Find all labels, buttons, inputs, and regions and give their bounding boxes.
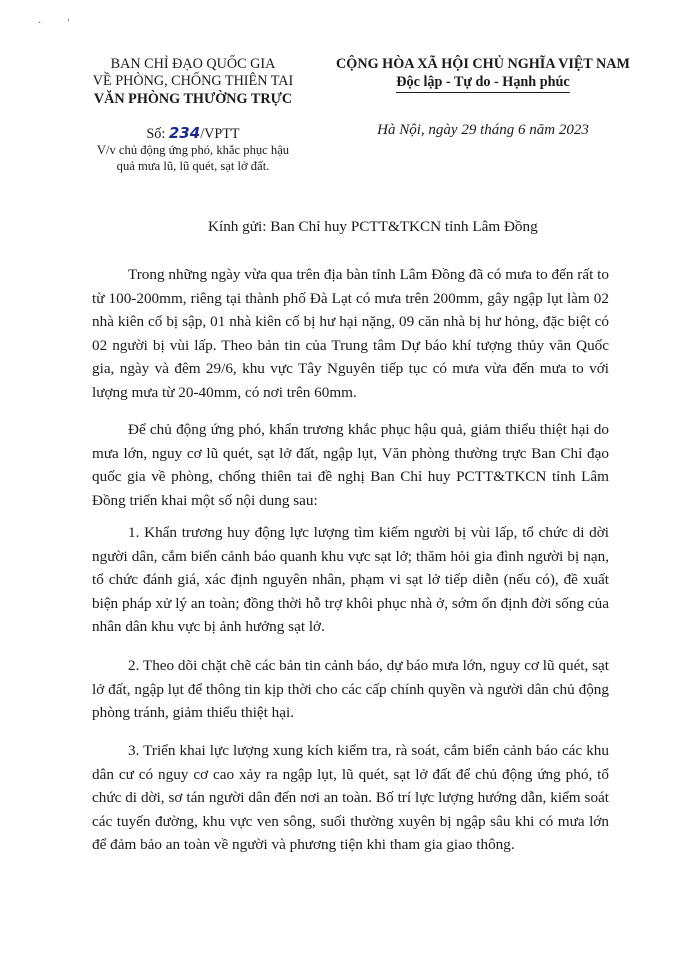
paragraph-item-1: 1. Khẩn trương huy động lực lượng tìm kiếm người bị vùi lấp, tổ chức di dời người dân, cắm biển cảnh báo quanh khu vực sạt lở; thăm hỏi gia đình người bị nạn, tổ chức đánh giá, xác định nguyên nhân, phạm vi sạt lở tiếp diễn (nếu có), đề xuất biện pháp xử lý an toàn; đồng thời hỗ trợ khôi phục nhà ở, sớm ổn định đời sống của nhân dân khu vực bị ảnh hưởng sạt lở.: [92, 524, 609, 636]
national-title-block: [318, 56, 648, 93]
agency-line-2: VỀ PHÒNG, CHỐNG THIÊN TAI: [92, 73, 294, 89]
doc-number-suffix: /VPTT: [200, 126, 240, 142]
paragraph-item-3: 3. Triển khai lực lượng xung kích kiểm tra, rà soát, cắm biển cảnh báo các khu dân cư có nguy cơ cao xảy ra ngập lụt, lũ quét, sạt lở đất để chủ động ứng phó, tổ chức di dời, sơ tán người dân đến nơi an toàn. Bố trí lực lượng hướng dẫn, kiểm soát các tuyến đường, khu vực ven sông, suối thường xuyên bị ngập sâu khi có mưa lớn để đảm bảo an toàn về người và phương tiện khi tham gia giao thông.: [92, 742, 609, 854]
document-date: Hà Nội, ngày 29 tháng 6 năm 2023: [377, 122, 589, 138]
scan-marks: ·': [38, 18, 96, 29]
national-motto: Độc lập - Tự do - Hạnh phúc: [396, 73, 569, 93]
agency-line-3: VĂN PHÒNG THƯỜNG TRỰC: [93, 91, 293, 107]
document-subject: [58, 142, 328, 174]
paragraph-situation: Trong những ngày vừa qua trên địa bàn tỉnh Lâm Đồng đã có mưa to đến rất to từ 100-200mm, riêng tại thành phố Đà Lạt có mưa trên 200mm, gây ngập lụt làm 02 nhà kiên cố bị sập, 01 nhà kiên cố bị hư hại nặng, 09 căn nhà bị hư hỏng, đặc biệt có 02 người bị vùi lấp. Theo bản tin của Trung tâm Dự báo khí tượng thủy văn Quốc gia, ngày và đêm 29/6, khu vực Tây Nguyên tiếp tục có mưa vừa đến mưa to với lượng mưa từ 20-40mm, có nơi trên 60mm.: [92, 266, 609, 401]
subject-line-1: V/v chủ động ứng phó, khắc phục hậu: [96, 143, 290, 157]
recipient-line: Kính gửi: Ban Chỉ huy PCTT&TKCN tỉnh Lâm Đồng: [208, 218, 538, 235]
paragraph-request: Để chủ động ứng phó, khẩn trương khắc phục hậu quả, giảm thiểu thiệt hại do mưa lớn, nguy cơ lũ quét, sạt lở đất, ngập lụt, Văn phòng thường trực Ban Chỉ đạo quốc gia về phòng, chống thiên tai đề nghị Ban Chỉ huy PCTT&TKCN tỉnh Lâm Đồng triển khai một số nội dung sau:: [92, 421, 609, 509]
paragraph-item-2: 2. Theo dõi chặt chẽ các bản tin cảnh báo, dự báo mưa lớn, nguy cơ lũ quét, sạt lở đất, ngập lụt để thông tin kịp thời cho các cấp chính quyền và người dân chủ động phòng tránh, giảm thiểu thiệt hại.: [92, 657, 609, 722]
agency-line-1: BAN CHỈ ĐẠO QUỐC GIA: [110, 56, 276, 72]
doc-number-prefix: Số:: [146, 126, 166, 142]
country-name: CỘNG HÒA XÃ HỘI CHỦ NGHĨA VIỆT NAM: [336, 56, 630, 72]
doc-number-handwritten: 234: [168, 124, 201, 142]
issuing-agency-block: [58, 56, 328, 108]
subject-line-2: quả mưa lũ, lũ quét, sạt lở đất.: [116, 159, 270, 173]
document-number: [58, 124, 328, 143]
